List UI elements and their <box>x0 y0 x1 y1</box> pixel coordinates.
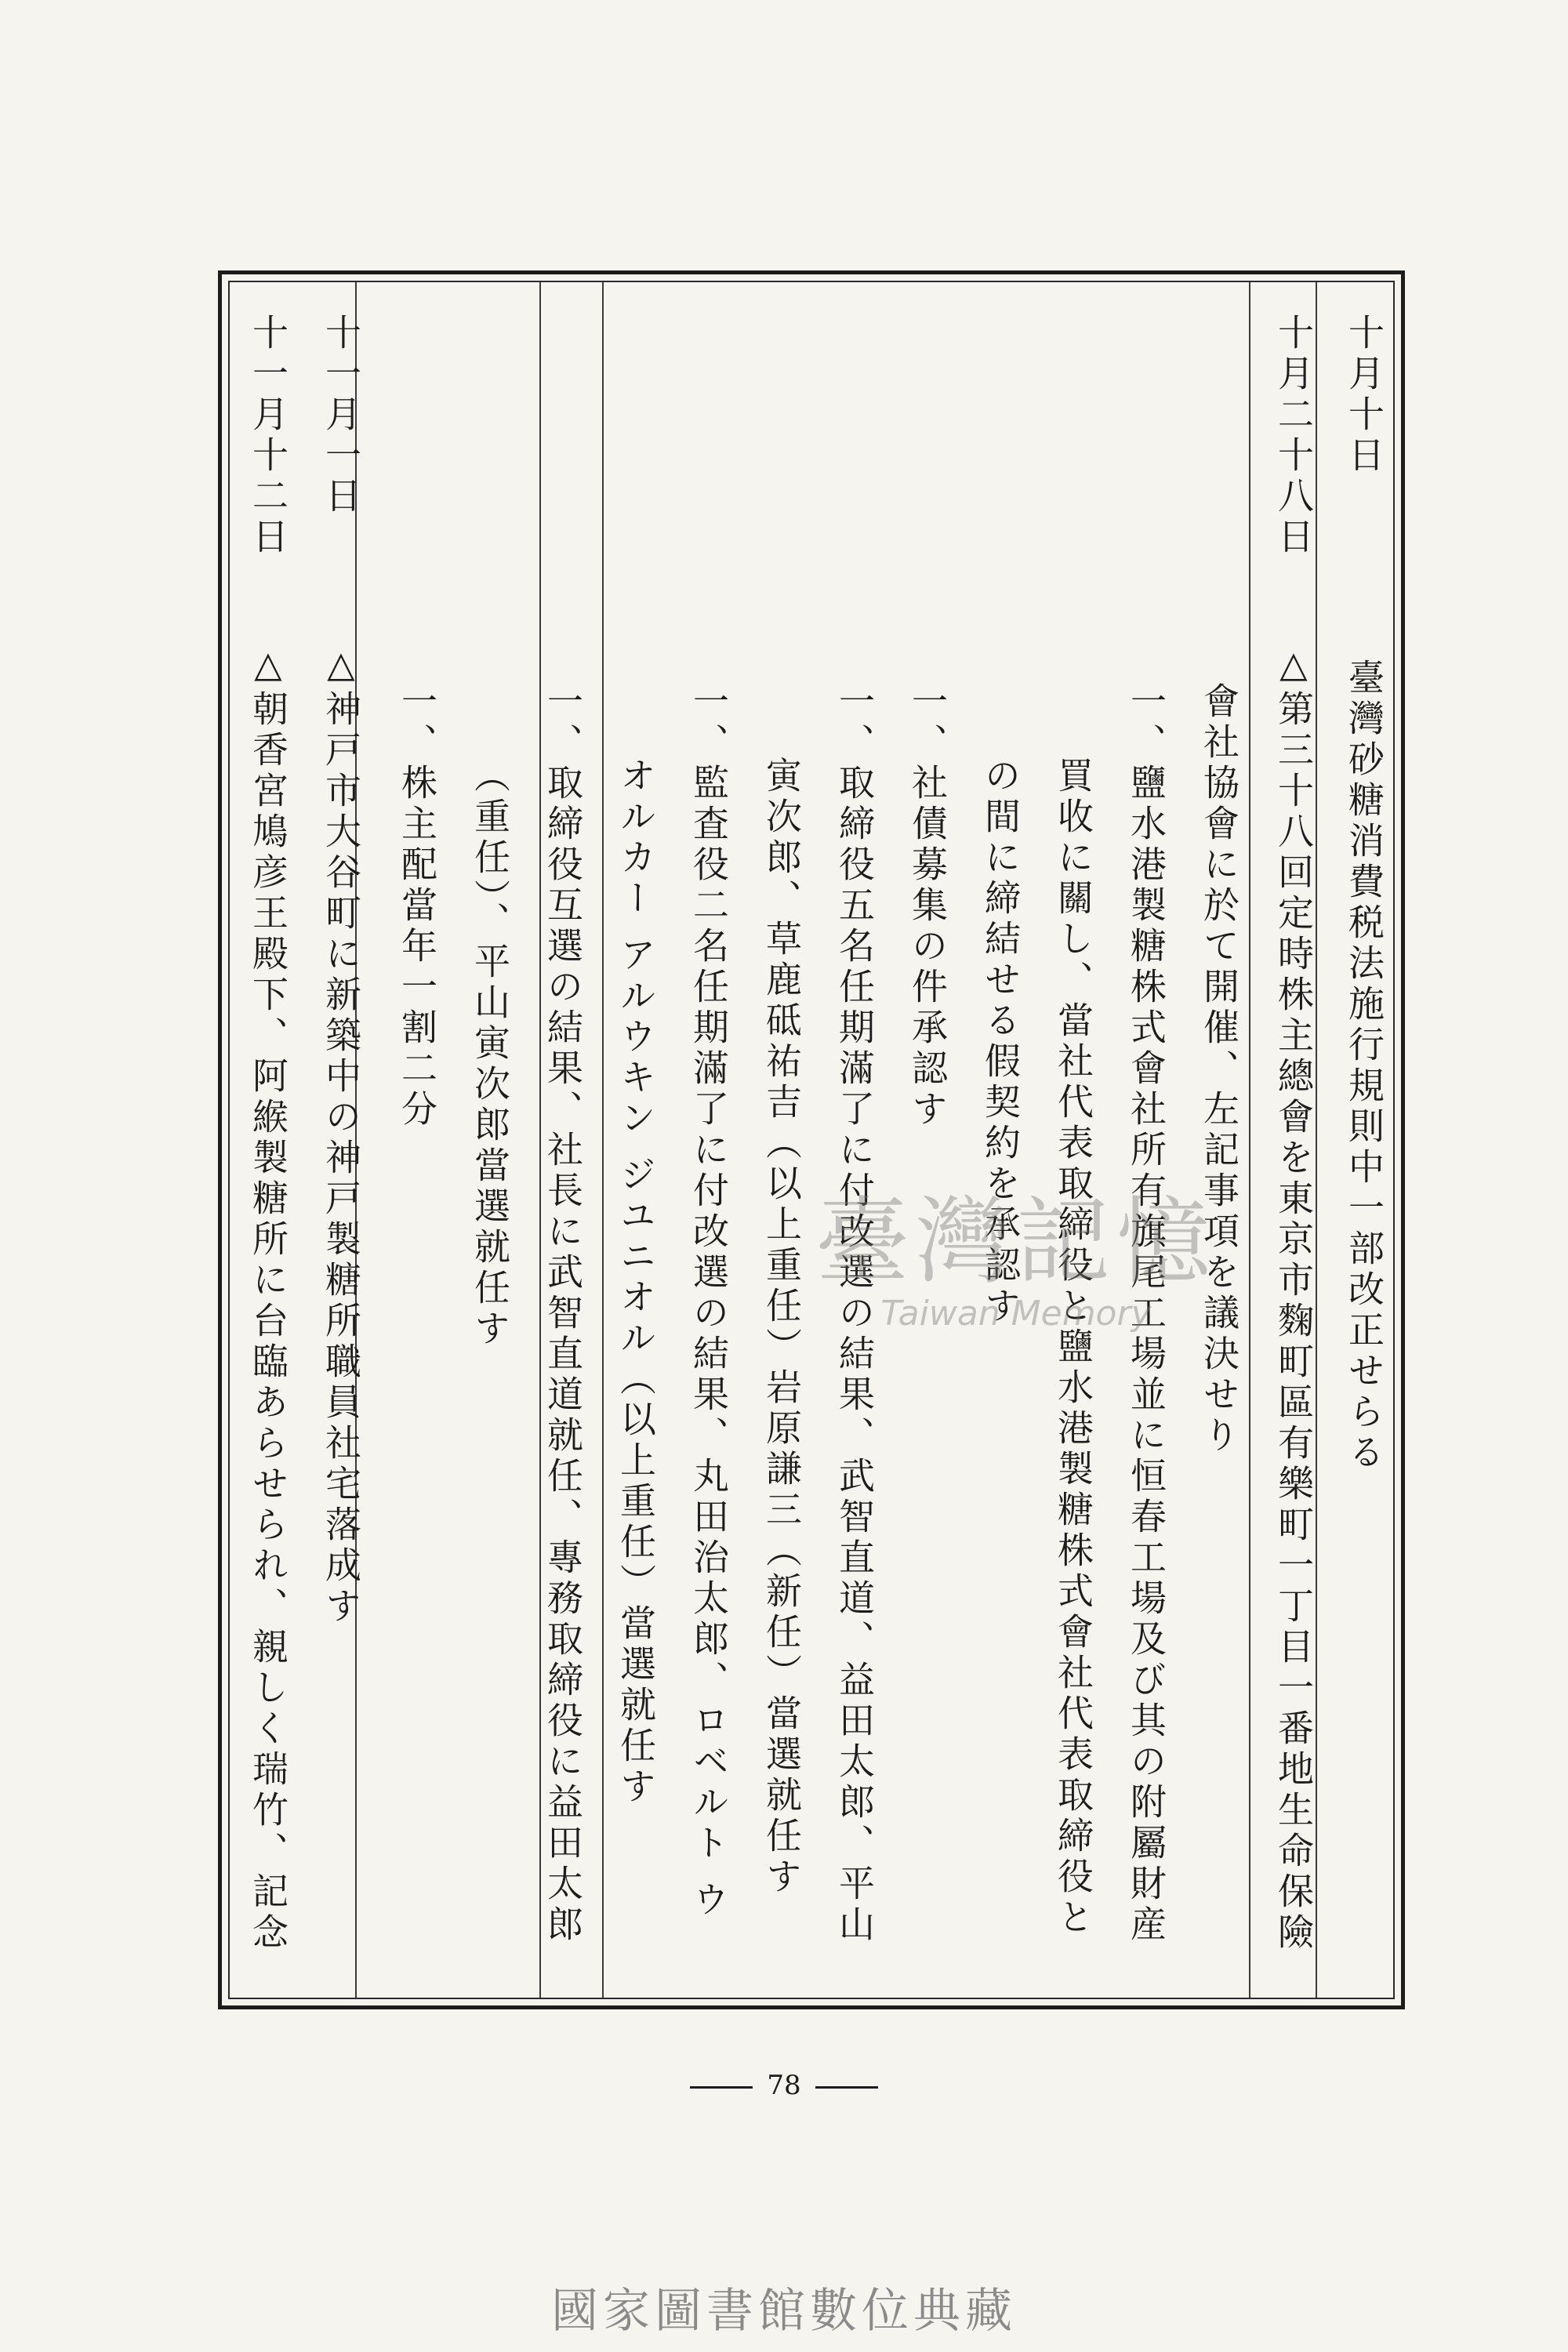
list-item: 一、鹽水港製糖株式會社所有旗尾工場並に恒春工場及び其の附屬財産 <box>1125 682 1167 1946</box>
dash-left <box>690 2086 753 2089</box>
list-item: 一、取締役五名任期滿了に付改選の結果、武智直道、益田太郎、平山 <box>833 682 876 1946</box>
column-rule <box>602 282 604 1998</box>
watermark-logo <box>815 1188 1217 1334</box>
entry-text: △神戸市大谷町に新築中の神戸製糖所職員社宅落成す <box>320 643 362 1628</box>
list-item: 一、社債募集の件承認す <box>906 682 949 1131</box>
page-number-value: 78 <box>767 2070 801 2101</box>
column-rule <box>1316 282 1317 1998</box>
entry-text: △朝香宮鳩彦王殿下、阿緱製糖所に台臨あらせられ、親しく瑞竹、記念 <box>247 643 289 1954</box>
entry-text: オルカー アルウキン ジユニオル（以上重任）當選就任す <box>615 757 657 1809</box>
dash-right <box>815 2086 878 2089</box>
entry-text: （重任）、平山寅次郎當選就任す <box>469 757 511 1350</box>
entry-text: の間に締結せる假契約を承認す <box>979 757 1022 1327</box>
column-rule <box>539 282 541 1998</box>
list-item: 一、取締役互選の結果、社長に武智直道就任、專務取締役に益田太郎 <box>542 682 584 1946</box>
page-number <box>0 2070 1568 2101</box>
column-rule <box>1249 282 1250 1998</box>
watermark-subtext: Taiwan Memory <box>880 1294 1152 1334</box>
entry-date: 十月二十八日 <box>1272 314 1315 558</box>
entry-text: △第三十八回定時株主總會を東京市麴町區有樂町一丁目一番地生命保險 <box>1272 643 1315 1954</box>
list-item: 一、監査役二名任期滿了に付改選の結果、丸田治太郎、ロベルト ウ <box>688 682 730 1922</box>
entry-date: 十一月十二日 <box>247 314 289 558</box>
entry-text: 寅次郎、草鹿砥祐吉（以上重任）岩原謙三（新任）當選就任す <box>760 757 803 1898</box>
entry-date: 十月十日 <box>1343 314 1385 477</box>
footer-caption: 國家圖書館數位典藏 <box>551 2284 1017 2339</box>
list-item: 一、株主配當年一割二分 <box>396 682 438 1131</box>
watermark-text: 臺灣記憶 <box>815 1188 1217 1297</box>
entry-text: 買收に關し、當社代表取締役と鹽水港製糖株式會社代表取締役と <box>1052 757 1094 1939</box>
entry-date: 十一月一日 <box>320 314 362 517</box>
entry-text: 臺灣砂糖消費税法施行規則中一部改正せらる <box>1343 659 1385 1474</box>
entry-text: 會社協會に於て開催、左記事項を議決せり <box>1198 682 1240 1457</box>
